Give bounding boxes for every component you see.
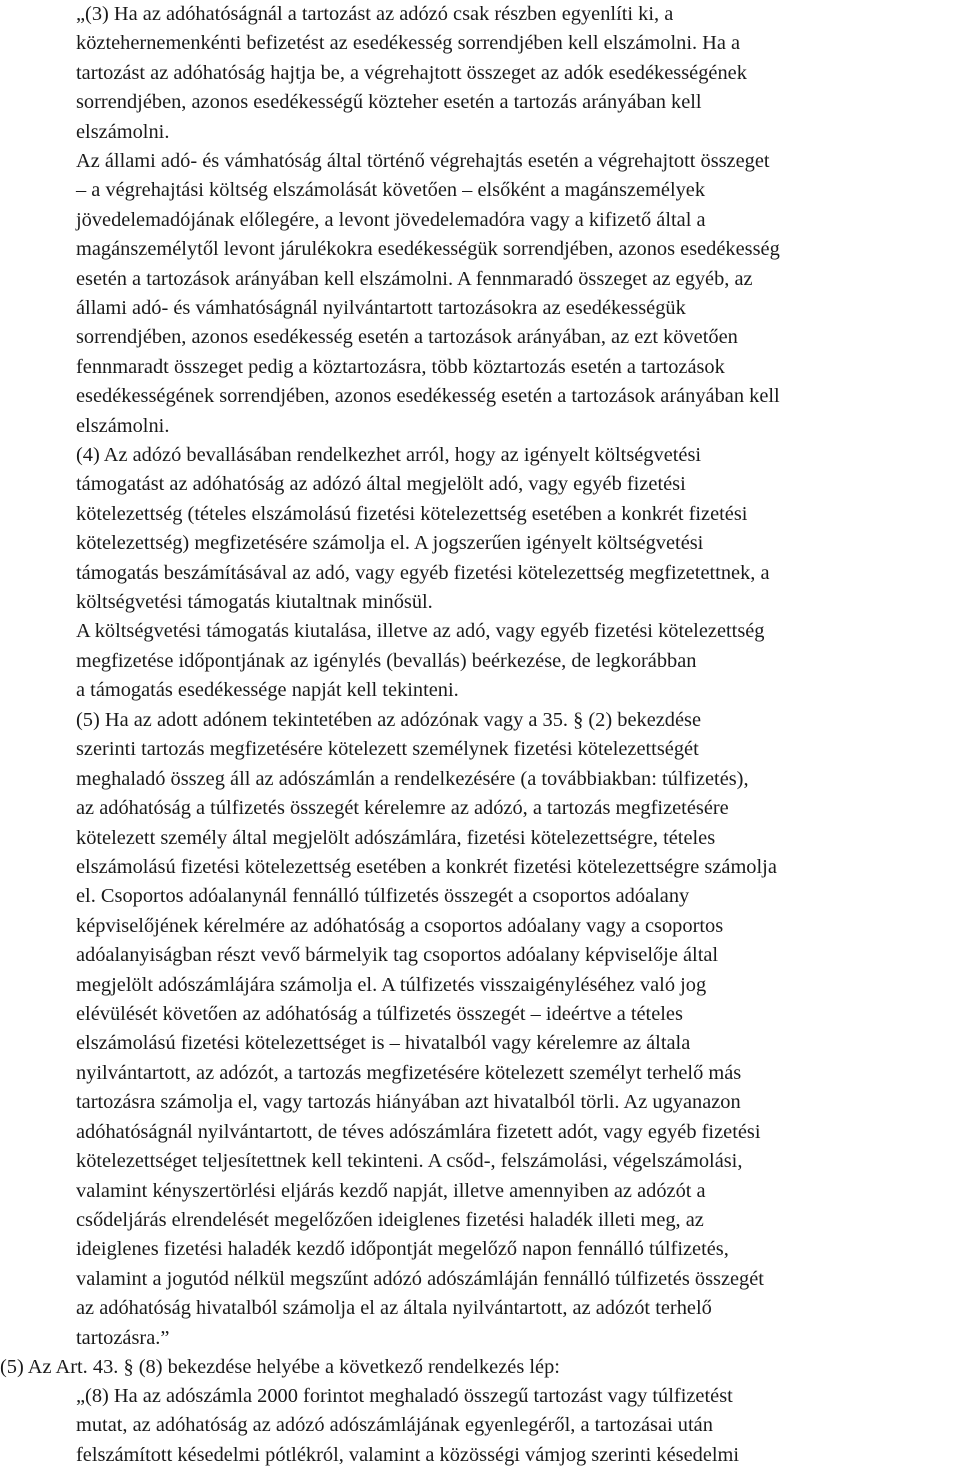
- text-line: fennmaradt összeget pedig a köztartozásra, több köztartozás esetén a tartozások: [76, 355, 725, 378]
- text-line: esetén a tartozások arányában kell elszámolni. A fennmaradó összeget az egyéb, az: [76, 267, 753, 290]
- amendment-heading-text: (5) Az Art. 43. § (8) bekezdése helyébe a következő rendelkezés lép:: [0, 1356, 560, 1378]
- text-line: A költségvetési támogatás kiutalása, illetve az adó, vagy egyéb fizetési kötelezettség: [76, 620, 765, 643]
- text-line: „(8) Ha az adószámla 2000 forintot meghaladó összegű tartozást vagy túlfizetést: [76, 1385, 733, 1407]
- text-line: valamint a jogutód nélkül megszűnt adózó adószámláján fennálló túlfizetés összegét: [76, 1267, 764, 1290]
- text-line: elszámolni.: [76, 414, 170, 437]
- text-line: (5) Ha az adott adónem tekintetében az adózónak vagy a 35. § (2) bekezdése: [76, 709, 702, 731]
- text-line: tartozásra.”: [76, 1326, 170, 1349]
- text-line: el. Csoportos adóalanynál fennálló túlfizetés összegét a csoportos adóalany: [76, 885, 690, 908]
- text-line: valamint kényszertörlési eljárás kezdő napját, illetve amennyiben az adózót a: [76, 1179, 706, 1202]
- text-line: sorrendjében, azonos esedékességű közteher esetén a tartozás arányában kell: [76, 91, 702, 114]
- text-line: elszámolású fizetési kötelezettséget is – hivatalból vagy kérelemre az általa: [76, 1032, 691, 1055]
- text-line: meghaladó összeg áll az adószámlán a rendelkezésére (a továbbiakban: túlfizetés),: [76, 767, 749, 790]
- text-line: megjelölt adószámlájára számolja el. A túlfizetés visszaigényléséhez való jog: [76, 973, 707, 996]
- text-line: elévülését követően az adóhatóság a túlfizetés összegét – ideértve a tételes: [76, 1003, 683, 1026]
- text-line: „(3) Ha az adóhatóságnál a tartozást az adózó csak részben egyenlíti ki, a: [76, 3, 674, 25]
- text-line: költségvetési támogatás kiutaltnak minősül.: [76, 591, 433, 614]
- text-line: állami adó- és vámhatóságnál nyilvántartott tartozásokra az esedékességük: [76, 297, 686, 320]
- text-line: tartozásra számolja el, vagy tartozás hiányában azt hivatalból törli. Az ugyanazon: [76, 1091, 741, 1114]
- text-line: (4) Az adózó bevallásában rendelkezhet arról, hogy az igényelt költségvetési: [76, 444, 702, 466]
- text-line: felszámított késedelmi pótlékról, valamint a közösségi vámjog szerinti késedelmi: [76, 1443, 740, 1466]
- text-line: magánszemélytől levont járulékokra esedékességük sorrendjében, azonos esedékesség: [76, 238, 780, 261]
- paragraph-3: [76, 0, 958, 441]
- text-line: köztehernemenkénti befizetést az esedékesség sorrendjében kell elszámolni. Ha a: [76, 32, 741, 55]
- text-line: mutat, az adóhatóság az adózó adószámlájának egyenlegéről, a tartozásai után: [76, 1414, 713, 1437]
- text-line: nyilvántartott, az adózót, a tartozás megfizetésére kötelezett személyt terhelő más: [76, 1061, 742, 1084]
- text-line: – a végrehajtási költség elszámolását követően – elsőként a magánszemélyek: [76, 179, 706, 202]
- text-line: elszámolású fizetési kötelezettség esetében a konkrét fizetési kötelezettségre számolja: [76, 856, 777, 879]
- text-line: kötelezettség (tételes elszámolású fizetési kötelezettség esetében a konkrét fizetési: [76, 502, 748, 525]
- text-line: kötelezettség) megfizetésére számolja el. A jogszerűen igényelt költségvetési: [76, 532, 704, 555]
- text-line: jövedelemadójának előlegére, a levont jövedelemadóra vagy a kifizető által a: [76, 208, 706, 231]
- text-line: tartozást az adóhatóság hajtja be, a végrehajtott összeget az adók esedékességének: [76, 61, 747, 84]
- text-line: elszámolni.: [76, 120, 170, 143]
- paragraph-5: [76, 706, 958, 1353]
- text-line: kötelezettséget teljesítettnek kell tekinteni. A csőd-, felszámolási, végelszámolási,: [76, 1150, 743, 1173]
- text-line: megfizetése időpontjának az igénylés (bevallás) beérkezése, de legkorábban: [76, 649, 697, 672]
- text-line: csődeljárás elrendelését megelőzően ideiglenes fizetési haladék illeti meg, az: [76, 1208, 704, 1231]
- text-line: adóhatóságnál nyilvántartott, de téves adószámlára fizetett adót, vagy egyéb fizetési: [76, 1120, 761, 1143]
- text-line: az adóhatóság hivatalból számolja el az általa nyilvántartott, az adózót terhelő: [76, 1297, 712, 1320]
- text-line: a támogatás esedékessége napját kell tekinteni.: [76, 679, 459, 702]
- paragraph-8: [76, 1382, 958, 1470]
- amendment-heading: [0, 1353, 958, 1382]
- text-line: támogatás beszámításával az adó, vagy egyéb fizetési kötelezettség megfizetettnek, a: [76, 561, 770, 584]
- text-line: esedékességének sorrendjében, azonos esedékesség esetén a tartozások arányában kell: [76, 385, 780, 408]
- text-line: képviselőjének kérelmére az adóhatóság a csoportos adóalany vagy a csoportos: [76, 914, 724, 937]
- text-line: az adóhatóság a túlfizetés összegét kérelemre az adózó, a tartozás megfizetésére: [76, 797, 729, 820]
- text-line: sorrendjében, azonos esedékesség esetén a tartozások arányában, az ezt követően: [76, 326, 738, 349]
- paragraph-4: [76, 441, 958, 706]
- text-line: adóalanyiságban részt vevő bármelyik tag csoportos adóalany képviselője által: [76, 944, 719, 967]
- text-line: támogatást az adóhatóság az adózó által megjelölt adó, vagy egyéb fizetési: [76, 473, 686, 496]
- text-line: kötelezett személy által megjelölt adószámlára, fizetési kötelezettségre, tételes: [76, 826, 716, 849]
- text-line: szerinti tartozás megfizetésére kötelezett személynek fizetési kötelezettségét: [76, 738, 699, 761]
- text-line: ideiglenes fizetési haladék kezdő időpontját megelőző napon fennálló túlfizetés,: [76, 1238, 729, 1261]
- text-line: Az állami adó- és vámhatóság által történő végrehajtás esetén a végrehajtott összeget: [76, 150, 770, 173]
